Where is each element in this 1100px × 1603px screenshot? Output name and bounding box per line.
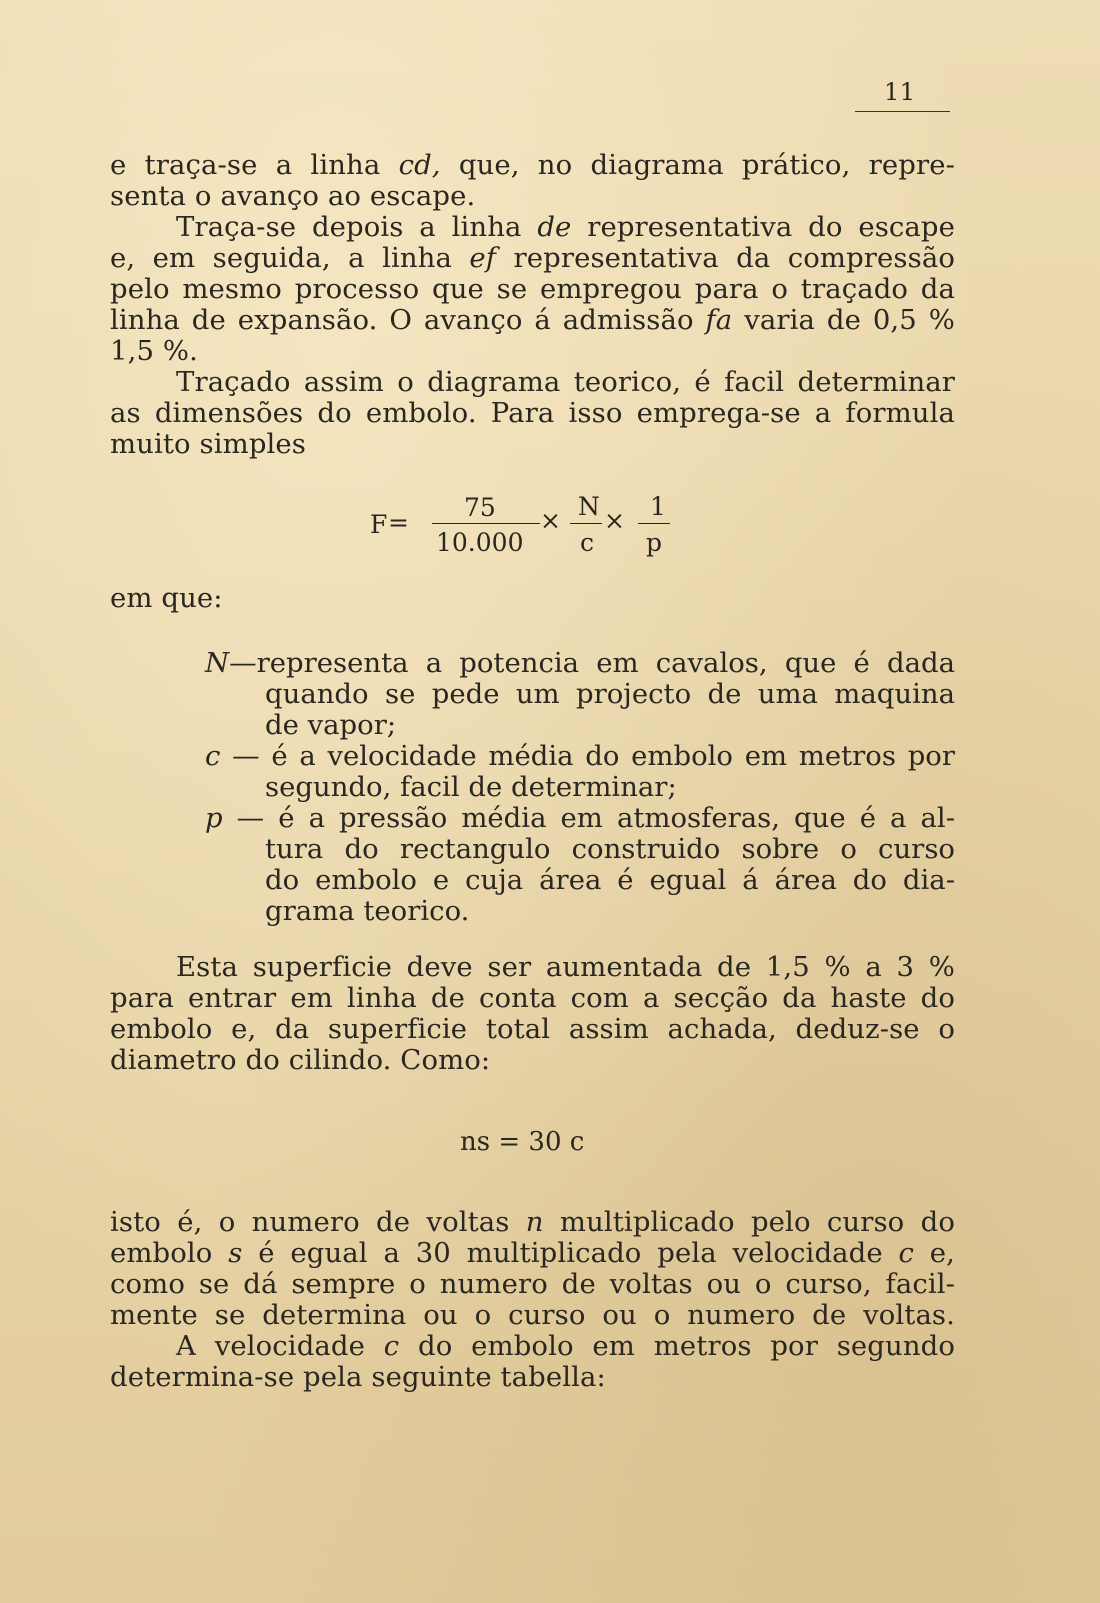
text-line: embolo e, da superficie total assim achada, deduz-se o (110, 1013, 955, 1045)
definition-line: p — é a pressão média em atmosferas, que é a al- (205, 802, 955, 834)
fraction-denominator: p (646, 528, 663, 557)
fraction-numerator: N (578, 492, 600, 521)
definition-line: tura do rectangulo construido sobre o curso (265, 833, 955, 865)
definition-symbol: N (205, 647, 230, 679)
text-line: mente se determina ou o curso ou o numero de voltas. (110, 1299, 955, 1331)
text-line: e, em seguida, a linha ef representativa da compressão (110, 242, 956, 274)
text-line: as dimensões do embolo. Para isso emprega-se a formula (110, 397, 955, 429)
text-line: pelo mesmo processo que se empregou para o traçado da (110, 273, 955, 305)
text-line: como se dá sempre o numero de voltas ou o curso, facil- (110, 1268, 955, 1300)
fraction-numerator: 75 (464, 493, 496, 522)
definition-p (190, 803, 955, 927)
fraction-bar (432, 523, 540, 524)
definition-line: segundo, facil de determinar; (265, 771, 677, 803)
fraction-denominator: c (580, 528, 595, 557)
text-line: A velocidade c do embolo em metros por segundo (176, 1330, 955, 1362)
text-line: Traçado assim o diagrama teorico, é facil determinar (176, 366, 955, 398)
fraction-numerator: 1 (650, 492, 666, 521)
paragraph-turns-stroke (110, 1207, 955, 1331)
fraction-bar (570, 523, 602, 524)
times-sign: × (540, 506, 561, 535)
text-line: senta o avanço ao escape. (110, 180, 476, 212)
paragraph-escape-advance (110, 150, 955, 212)
text-line: muito simples (110, 428, 307, 460)
text-line: determina-se pela seguinte tabella: (110, 1361, 606, 1393)
definition-symbol: c (205, 740, 221, 772)
where-label-block (110, 583, 955, 614)
definition-symbol: p (205, 802, 223, 834)
formula-equals: = (388, 508, 409, 537)
piston-area-formula (370, 490, 690, 560)
definition-N (190, 648, 955, 741)
where-label: em que: (110, 582, 223, 614)
text-line: 1,5 %. (110, 335, 198, 367)
paragraph-compression-line (110, 212, 955, 367)
page-number-rule (855, 111, 950, 112)
fraction-bar (638, 523, 670, 524)
text-line: Traça-se depois a linha de representativa do escape (176, 211, 955, 243)
text-line: diametro do cilindo. Como: (110, 1044, 491, 1076)
definition-line: N—representa a potencia em cavalos, que é dada (205, 647, 955, 679)
times-sign: × (604, 506, 625, 535)
text-line: isto é, o numero de voltas n multiplicado pelo curso do (110, 1206, 955, 1238)
page-number: 11 (884, 78, 916, 106)
paragraph-piston-dimensions (110, 367, 955, 460)
text-line: embolo s é egual a 30 multiplicado pela velocidade c e, (110, 1237, 956, 1269)
paragraph-velocity-table-intro (110, 1331, 955, 1393)
definition-line: do embolo e cuja área é egual á área do dia- (265, 864, 955, 896)
definition-line: de vapor; (265, 709, 397, 741)
definition-line: grama teorico. (265, 895, 470, 927)
paragraph-surface-increase (110, 952, 955, 1076)
text-line: Esta superficie deve ser aumentada de 1,5 % a 3 % (176, 951, 955, 983)
formula-lhs: F (370, 510, 388, 539)
definition-line: quando se pede um projecto de uma maquina (265, 678, 955, 710)
definition-line: c — é a velocidade média do embolo em metros por (205, 740, 955, 772)
text-line: e traça-se a linha cd, que, no diagrama prático, repre- (110, 149, 955, 181)
fraction-denominator: 10.000 (436, 528, 524, 557)
text-line: linha de expansão. O avanço á admissão fa varia de 0,5 % (110, 304, 955, 336)
text-line: para entrar em linha de conta com a secção da haste do (110, 982, 955, 1014)
definition-c (190, 741, 955, 803)
stroke-speed-formula: ns = 30 c (460, 1127, 585, 1157)
